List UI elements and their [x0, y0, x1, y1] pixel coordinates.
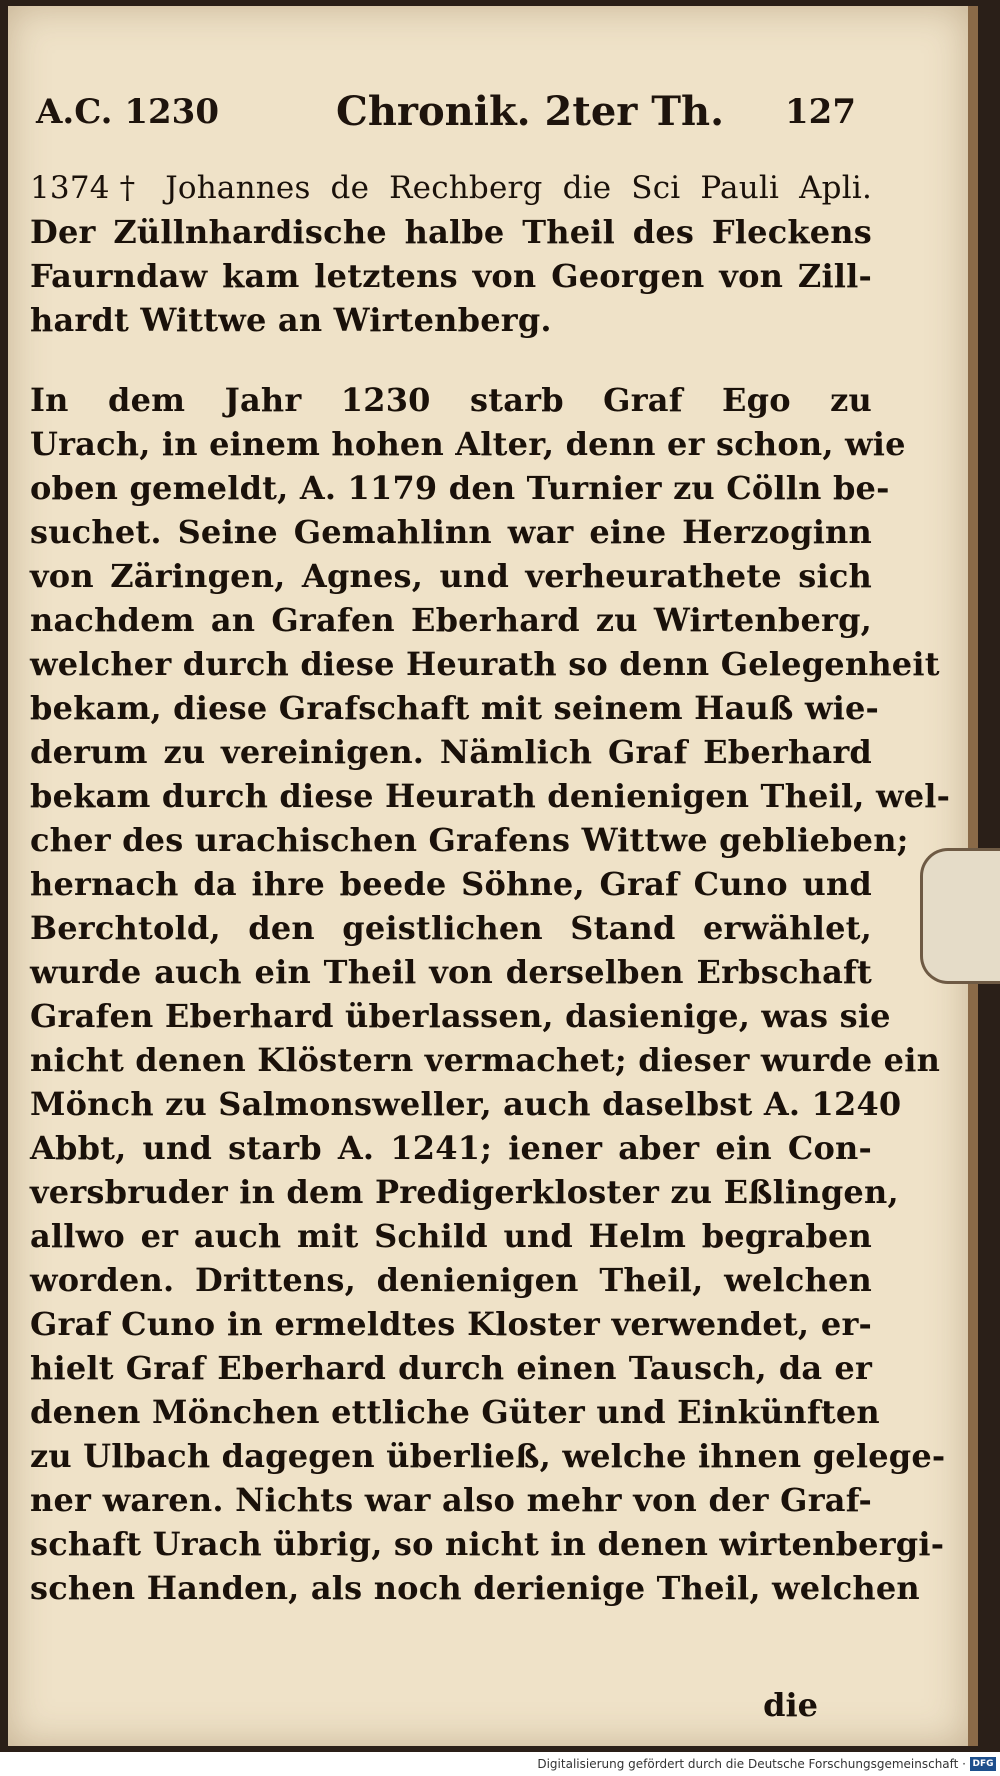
text-line: schaft Urach übrig, so nicht in denen wirtenbergi-	[30, 1525, 945, 1563]
page-tab	[920, 848, 1000, 984]
text-line: von Zäringen, Agnes, und verheurathete sich	[30, 557, 872, 595]
text-line: Mönch zu Salmonsweller, auch daselbst A. 1240	[30, 1085, 902, 1123]
running-head	[36, 88, 856, 142]
text-line: wurde auch ein Theil von derselben Erbschaft	[30, 953, 872, 991]
text-line: cher des urachischen Grafens Wittwe geblieben;	[30, 821, 909, 859]
text-line: versbruder in dem Predigerkloster zu Eßlingen,	[30, 1173, 899, 1211]
text-line: denen Mönchen ettliche Güter und Einkünften	[30, 1393, 880, 1431]
running-title: Chronik. 2ter Th.	[336, 88, 725, 135]
text-line: Faurndaw kam letztens von Georgen von Zill-	[30, 257, 872, 295]
text-line: derum zu vereinigen. Nämlich Graf Eberhard	[30, 733, 872, 771]
text-line: ner waren. Nichts war also mehr von der Graf-	[30, 1481, 872, 1519]
text-line: schen Handen, als noch derienige Theil, welchen	[30, 1569, 920, 1607]
text-line: bekam, diese Grafschaft mit seinem Hauß wie-	[30, 689, 879, 727]
dfg-logo: DFG	[970, 1757, 996, 1771]
text-line: 1374† Johannes de Rechberg die Sci Pauli Apli.	[30, 170, 872, 206]
book-page	[8, 6, 978, 1746]
digitization-footer	[0, 1752, 1000, 1776]
text-line: nicht denen Klöstern vermachet; dieser wurde ein	[30, 1041, 941, 1079]
catchword: die	[763, 1686, 818, 1724]
text-line: suchet. Seine Gemahlinn war eine Herzoginn	[30, 513, 872, 551]
paragraph	[30, 378, 951, 1610]
paragraph	[30, 166, 872, 342]
text-line: nachdem an Grafen Eberhard zu Wirtenberg,	[30, 601, 872, 639]
text-line: In dem Jahr 1230 starb Graf Ego zu	[30, 381, 872, 419]
text-line: allwo er auch mit Schild und Helm begraben	[30, 1217, 872, 1255]
footer-credit: Digitalisierung gefördert durch die Deutsche Forschungsgemeinschaft ·	[537, 1757, 966, 1771]
text-line: bekam durch diese Heurath denienigen Theil, wel-	[30, 777, 951, 815]
text-line: welcher durch diese Heurath so denn Gelegenheit	[30, 645, 940, 683]
text-line: Abbt, und starb A. 1241; iener aber ein Con-	[30, 1129, 872, 1167]
text-line: Berchtold, den geistlichen Stand erwählet,	[30, 909, 872, 947]
text-line: Der Züllnhardische halbe Theil des Fleckens	[30, 213, 872, 251]
body-text	[30, 166, 951, 1610]
text-line: Grafen Eberhard überlassen, dasienige, was sie	[30, 997, 891, 1035]
text-line: hardt Wittwe an Wirtenberg.	[30, 301, 552, 339]
text-line: Graf Cuno in ermeldtes Kloster verwendet, er-	[30, 1305, 872, 1343]
text-line: Urach, in einem hohen Alter, denn er schon, wie	[30, 425, 906, 463]
paragraph-gap	[30, 342, 872, 378]
page-number: 127	[785, 92, 856, 132]
text-line: hernach da ihre beede Söhne, Graf Cuno und	[30, 865, 872, 903]
text-line: zu Ulbach dagegen überließ, welche ihnen gelege-	[30, 1437, 946, 1475]
text-line: worden. Drittens, denienigen Theil, welchen	[30, 1261, 872, 1299]
text-line: hielt Graf Eberhard durch einen Tausch, da er	[30, 1349, 872, 1387]
year-marker: A.C. 1230	[36, 92, 219, 132]
text-line: oben gemeldt, A. 1179 den Turnier zu Cölln be-	[30, 469, 890, 507]
